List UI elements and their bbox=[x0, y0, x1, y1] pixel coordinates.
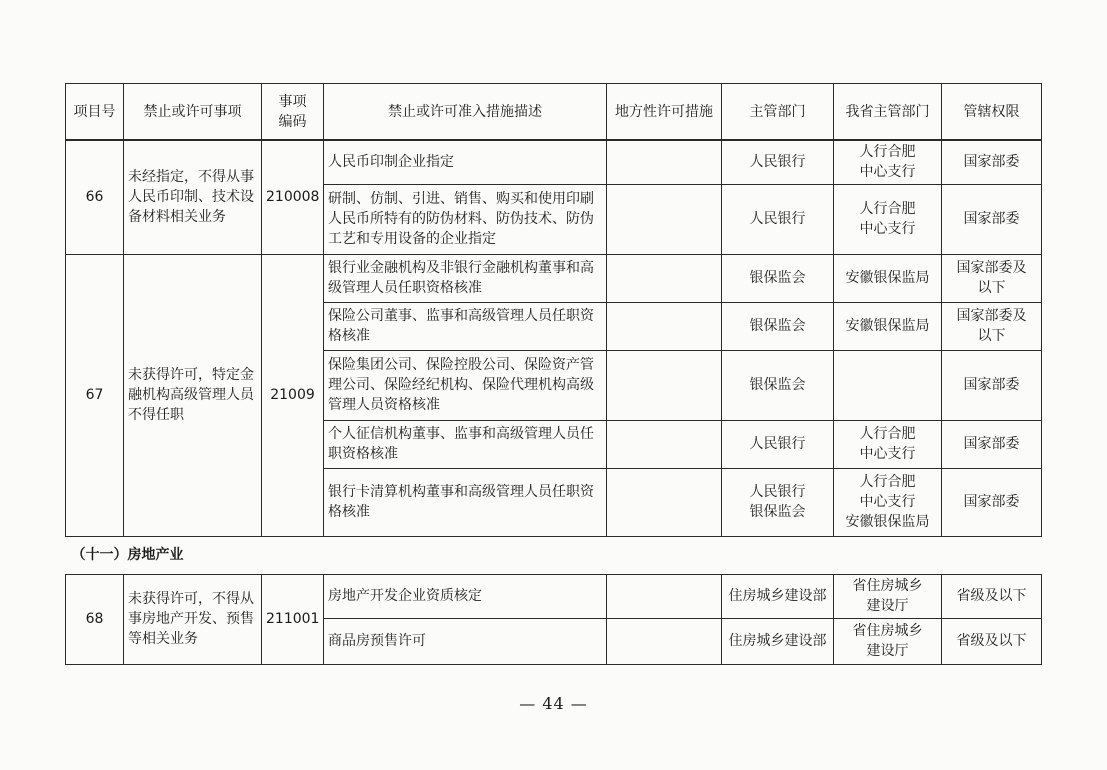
header-row bbox=[66, 84, 1042, 141]
section-heading bbox=[66, 536, 1042, 574]
prov-dept-cell: 安徽银保监局 bbox=[834, 302, 942, 350]
prov-dept-cell: 省住房城乡 建设厅 bbox=[834, 574, 942, 618]
header-code: 事项 编码 bbox=[262, 84, 324, 141]
header-local: 地方性许可措施 bbox=[607, 84, 722, 141]
measure-cell: 保险公司董事、监事和高级管理人员任职资格核准 bbox=[324, 302, 607, 350]
local-measure-cell bbox=[607, 184, 722, 254]
prov-dept-cell: 人行合肥 中心支行 bbox=[834, 184, 942, 254]
measure-cell: 个人征信机构董事、监事和高级管理人员任职资格核准 bbox=[324, 420, 607, 468]
authority-cell: 国家部委 bbox=[942, 350, 1042, 420]
item-description: 未获得许可，特定金融机构高级管理人员不得任职 bbox=[124, 254, 262, 536]
item-number: 66 bbox=[66, 140, 124, 254]
authority-cell: 省级及以下 bbox=[942, 618, 1042, 664]
table-row bbox=[66, 140, 1042, 184]
local-measure-cell bbox=[607, 618, 722, 664]
authority-cell: 国家部委 bbox=[942, 140, 1042, 184]
measure-cell: 人民币印制企业指定 bbox=[324, 140, 607, 184]
prov-dept-cell: 省住房城乡 建设厅 bbox=[834, 618, 942, 664]
authority-cell: 省级及以下 bbox=[942, 574, 1042, 618]
page-number: — 44 — bbox=[519, 694, 588, 713]
local-measure-cell bbox=[607, 420, 722, 468]
local-measure-cell bbox=[607, 140, 722, 184]
item-code: 210008 bbox=[262, 140, 324, 254]
item-description: 未获得许可，不得从事房地产开发、预售等相关业务 bbox=[124, 574, 262, 664]
prov-dept-cell: 人行合肥 中心支行 bbox=[834, 420, 942, 468]
header-measure: 禁止或许可准入措施描述 bbox=[324, 84, 607, 141]
item-description: 未经指定，不得从事人民币印制、技术设备材料相关业务 bbox=[124, 140, 262, 254]
local-measure-cell bbox=[607, 302, 722, 350]
dept-cell: 银保监会 bbox=[722, 302, 834, 350]
local-measure-cell bbox=[607, 468, 722, 536]
authority-cell: 国家部委 bbox=[942, 468, 1042, 536]
dept-cell: 住房城乡建设部 bbox=[722, 618, 834, 664]
header-dept: 主管部门 bbox=[722, 84, 834, 141]
dept-cell: 人民银行 bbox=[722, 420, 834, 468]
table-row bbox=[66, 574, 1042, 618]
local-measure-cell bbox=[607, 254, 722, 302]
table-row bbox=[66, 254, 1042, 302]
prov-dept-cell: 人行合肥 中心支行 安徽银保监局 bbox=[834, 468, 942, 536]
dept-cell: 银保监会 bbox=[722, 350, 834, 420]
item-number: 67 bbox=[66, 254, 124, 536]
header-item-no: 项目号 bbox=[66, 84, 124, 141]
item-code: 21009 bbox=[262, 254, 324, 536]
measure-cell: 银行卡清算机构董事和高级管理人员任职资格核准 bbox=[324, 468, 607, 536]
dept-cell: 人民银行 bbox=[722, 184, 834, 254]
item-number: 68 bbox=[66, 574, 124, 664]
authority-cell: 国家部委 bbox=[942, 420, 1042, 468]
measure-cell: 房地产开发企业资质核定 bbox=[324, 574, 607, 618]
measure-cell: 银行业金融机构及非银行金融机构董事和高级管理人员任职资格核准 bbox=[324, 254, 607, 302]
authority-cell: 国家部委及 以下 bbox=[942, 254, 1042, 302]
regulation-table bbox=[65, 83, 1042, 665]
measure-cell: 商品房预售许可 bbox=[324, 618, 607, 664]
measure-cell: 研制、仿制、引进、销售、购买和使用印刷人民币所特有的防伪材料、防伪技术、防伪工艺和专用设备的企业指定 bbox=[324, 184, 607, 254]
prov-dept-cell bbox=[834, 350, 942, 420]
dept-cell: 住房城乡建设部 bbox=[722, 574, 834, 618]
dept-cell: 银保监会 bbox=[722, 254, 834, 302]
prov-dept-cell: 安徽银保监局 bbox=[834, 254, 942, 302]
header-authority: 管辖权限 bbox=[942, 84, 1042, 141]
dept-cell: 人民银行 bbox=[722, 140, 834, 184]
header-prov-dept: 我省主管部门 bbox=[834, 84, 942, 141]
authority-cell: 国家部委 bbox=[942, 184, 1042, 254]
section-title: 房地产业 bbox=[127, 547, 184, 563]
measure-cell: 保险集团公司、保险控股公司、保险资产管理公司、保险经纪机构、保险代理机构高级管理人员资格核准 bbox=[324, 350, 607, 420]
authority-cell: 国家部委及 以下 bbox=[942, 302, 1042, 350]
item-code: 211001 bbox=[262, 574, 324, 664]
section-number: （十一） bbox=[71, 547, 128, 563]
local-measure-cell bbox=[607, 574, 722, 618]
section-row bbox=[66, 536, 1042, 574]
dept-cell: 人民银行 银保监会 bbox=[722, 468, 834, 536]
prov-dept-cell: 人行合肥 中心支行 bbox=[834, 140, 942, 184]
local-measure-cell bbox=[607, 350, 722, 420]
header-item: 禁止或许可事项 bbox=[124, 84, 262, 141]
